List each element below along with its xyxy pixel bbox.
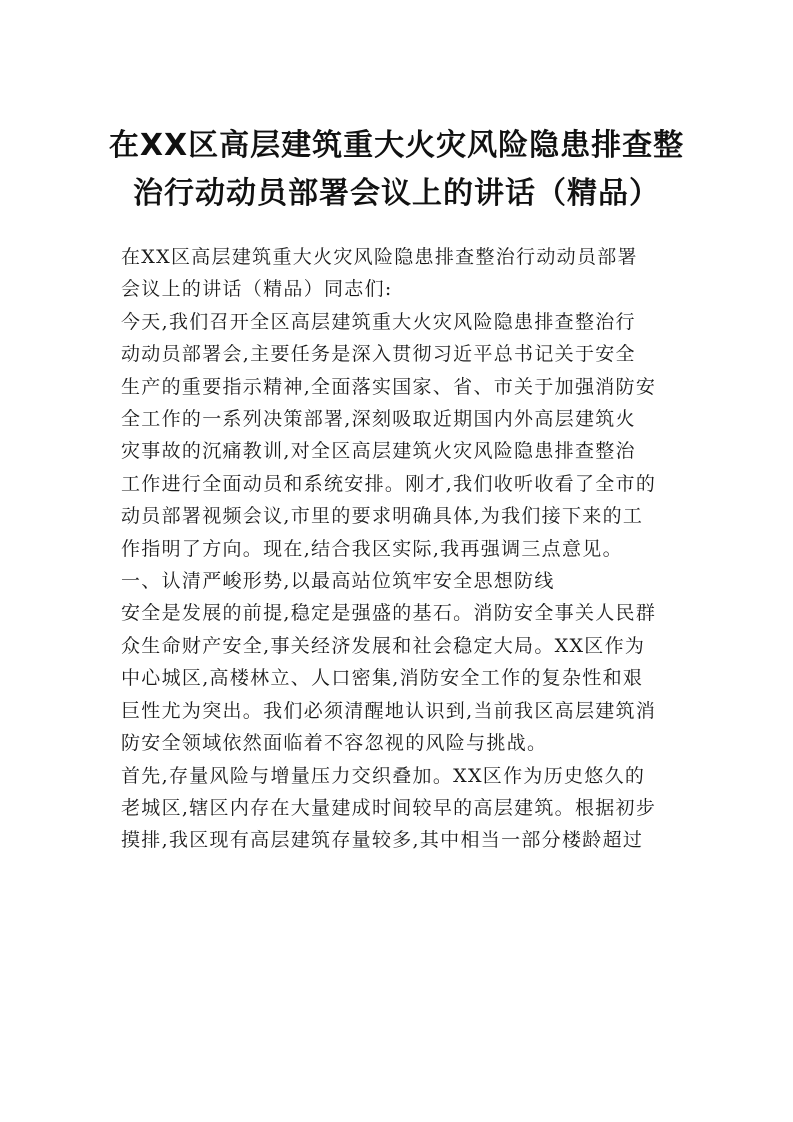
document-body [121,241,681,857]
text-line: 作指明了方向。现在,结合我区实际,我再强调三点意见。 [121,537,623,560]
text-line: 动员部署视频会议,市里的要求明确具体,为我们接下来的工 [121,505,644,528]
text-line: 一、认清严峻形势,以最高站位筑牢安全思想防线 [121,570,555,593]
text-line: 生产的重要指示精神,全面落实国家、省、市关于加强消防安 [121,375,657,398]
text-line: 今天,我们召开全区高层建筑重大火灾风险隐患排查整治行 [121,310,636,333]
text-line: 中心城区,高楼林立、人口密集,消防安全工作的复杂性和艰 [121,667,644,690]
text-line: 动动员部署会,主要任务是深入贯彻习近平总书记关于安全 [121,343,636,366]
title-line-1: 在XX区高层建筑重大火灾风险隐患排查整 [108,128,685,163]
paragraph-first-point [121,760,681,857]
text-line: 摸排,我区现有高层建筑存量较多,其中相当一部分楼龄超过 [121,829,644,852]
text-line: 防安全领域依然面临着不容忽视的风险与挑战。 [121,732,548,755]
paragraph-greeting [121,241,681,306]
document-title [100,122,693,218]
section-heading-1 [121,565,681,597]
text-line: 在XX区高层建筑重大火灾风险隐患排查整治行动动员部署 [121,246,638,268]
paragraph-intro [121,306,681,565]
text-line: 灾事故的沉痛教训,对全区高层建筑火灾风险隐患排查整治 [121,440,636,463]
text-line: 老城区,辖区内存在大量建成时间较早的高层建筑。根据初步 [121,796,657,819]
text-line: 首先,存量风险与增量压力交织叠加。XX区作为历史悠久的 [121,764,646,787]
paragraph-safety [121,597,681,759]
text-line: 安全是发展的前提,稳定是强盛的基石。消防安全事关人民群 [121,602,657,625]
text-line: 工作进行全面动员和系统安排。刚才,我们收听收看了全市的 [121,472,657,495]
text-line: 会议上的讲话（精品）同志们: [121,278,393,301]
text-line: 巨性尤为突出。我们必须清醒地认识到,当前我区高层建筑消 [121,699,657,722]
text-line: 全工作的一系列决策部署,深刻吸取近期国内外高层建筑火 [121,408,636,431]
title-line-2: 治行动动员部署会议上的讲话（精品） [133,176,660,211]
text-line: 众生命财产安全,事关经济发展和社会稳定大局。XX区作为 [121,634,646,657]
